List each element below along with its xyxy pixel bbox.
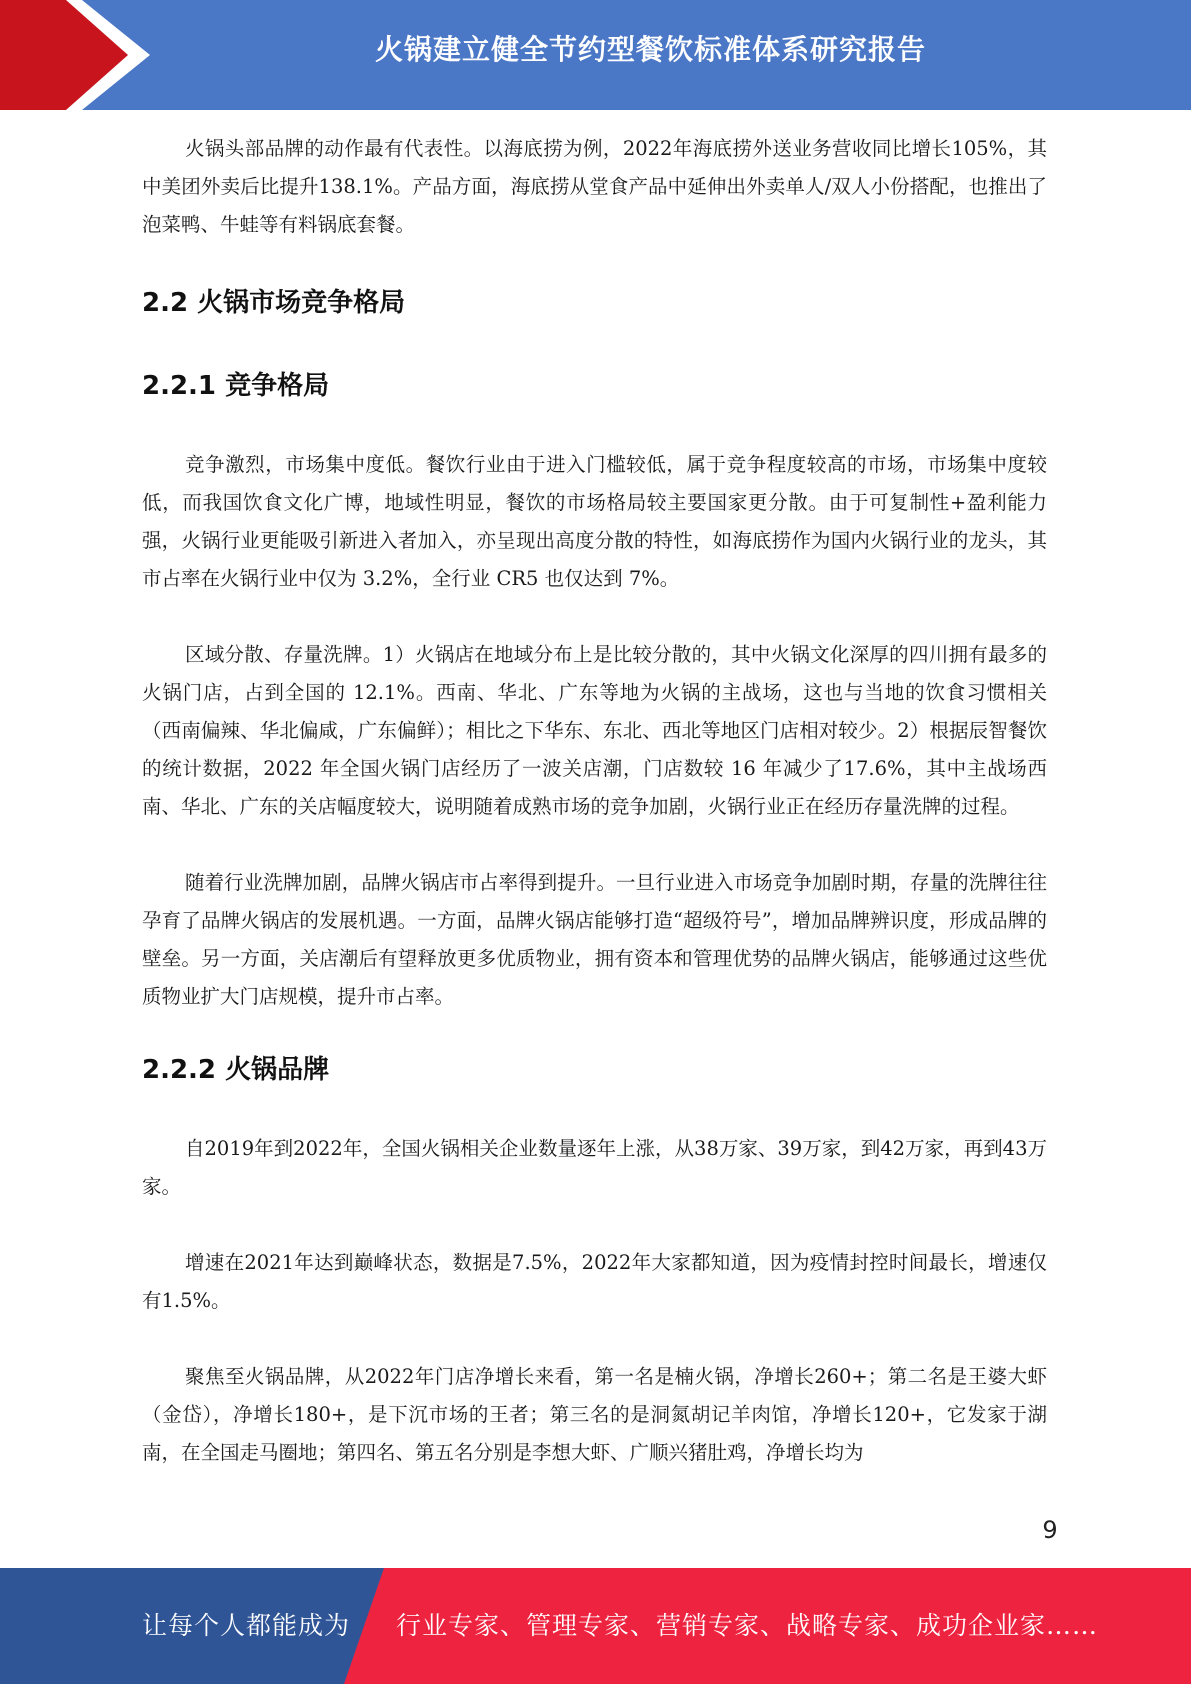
footer-slogan-left: 让每个人都能成为 xyxy=(142,1611,351,1640)
section-heading-2-2-2: 2.2.2 火锅品牌 xyxy=(142,1055,330,1085)
document-title: 火锅建立健全节约型餐饮标准体系研究报告 xyxy=(374,33,926,66)
page-content xyxy=(142,130,1047,1472)
paragraph: 聚焦至火锅品牌，从2022年门店净增长来看，第一名是楠火锅，净增长260+；第二名是王婆大虾（金岱），净增长180+，是下沉市场的王者；第三名的是洞氮胡记羊肉馆，净增长120+，它发家于湖南，在全国走马圈地；第四名、第五名分别是李想大虾、广顺兴猪肚鸡，净增长均为 xyxy=(142,1365,1047,1464)
section-heading-2-2: 2.2 火锅市场竞争格局 xyxy=(142,288,406,318)
page-number: 9 xyxy=(1042,1516,1058,1544)
section-heading-2-2-1: 2.2.1 竞争格局 xyxy=(142,371,330,401)
paragraph: 增速在2021年达到巅峰状态，数据是7.5%，2022年大家都知道，因为疫情封控时间最长，增速仅有1.5%。 xyxy=(142,1251,1047,1312)
paragraph: 竞争激烈，市场集中度低。餐饮行业由于进入门槛较低，属于竞争程度较高的市场，市场集中度较低，而我国饮食文化广博，地域性明显，餐饮的市场格局较主要国家更分散。由于可复制性+盈利能力强，火锅行业更能吸引新进入者加入，亦呈现出高度分散的特性，如海底捞作为国内火锅行业的龙头，其市占率在火锅行业中仅为 3.2%，全行业 CR5 也仅达到 7%。 xyxy=(142,453,1047,590)
paragraph: 随着行业洗牌加剧，品牌火锅店市占率得到提升。一旦行业进入市场竞争加剧时期，存量的洗牌往往孕育了品牌火锅店的发展机遇。一方面，品牌火锅店能够打造“超级符号”，增加品牌辨识度，形成品牌的壁垒。另一方面，关店潮后有望释放更多优质物业，拥有资本和管理优势的品牌火锅店，能够通过这些优质物业扩大门店规模，提升市占率。 xyxy=(142,871,1047,1008)
paragraph: 自2019年到2022年，全国火锅相关企业数量逐年上涨，从38万家、39万家，到42万家，再到43万家。 xyxy=(142,1137,1047,1198)
footer-slogan-right: 行业专家、管理专家、营销专家、战略专家、成功企业家…… xyxy=(396,1611,1099,1640)
paragraph: 火锅头部品牌的动作最有代表性。以海底捞为例，2022年海底捞外送业务营收同比增长105%，其中美团外卖后比提升138.1%。产品方面，海底捞从堂食产品中延伸出外卖单人/双人小份搭配，也推出了泡菜鸭、牛蛙等有料锅底套餐。 xyxy=(142,137,1047,236)
paragraph: 区域分散、存量洗牌。1）火锅店在地域分布上是比较分散的，其中火锅文化深厚的四川拥有最多的火锅门店，占到全国的 12.1%。西南、华北、广东等地为火锅的主战场，这也与当地的饮食习惯相关（西南偏辣、华北偏咸，广东偏鲜）；相比之下华东、东北、西北等地区门店相对较少。2）根据辰智餐饮的统计数据，2022 年全国火锅门店经历了一波关店潮，门店数较 16 年减少了17.6%，其中主战场西南、华北、广东的关店幅度较大，说明随着成熟市场的竞争加剧，火锅行业正在经历存量洗牌的过程。 xyxy=(142,643,1047,818)
